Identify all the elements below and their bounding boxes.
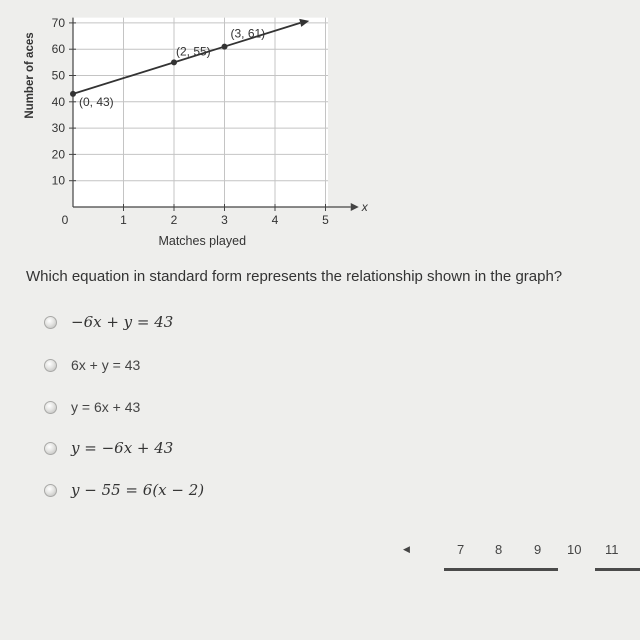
radio-button[interactable]	[44, 484, 57, 497]
y-tick-label: 70	[51, 15, 65, 30]
y-axis-title: Number of aces	[24, 32, 36, 119]
x-tick-label: 5	[322, 213, 329, 227]
data-point-label: (3, 61)	[230, 26, 266, 41]
y-tick-label: 30	[51, 121, 65, 136]
y-tick-label: 10	[51, 173, 65, 188]
page-7[interactable]: 7	[457, 542, 465, 557]
x-tick-label: 0	[61, 213, 69, 227]
left-arrow-icon[interactable]: ◀	[403, 544, 410, 554]
option-label: y = 6x + 43	[71, 399, 141, 415]
y-tick-label: 60	[51, 42, 65, 57]
data-point	[222, 44, 228, 50]
pagination	[395, 540, 640, 580]
option-4[interactable]	[44, 439, 173, 457]
chart-svg	[0, 0, 640, 262]
x-axis-symbol: x	[361, 200, 368, 214]
option-label: −6x + y = 43	[71, 313, 174, 331]
data-point-label: (2, 55)	[176, 44, 211, 59]
radio-button[interactable]	[44, 442, 57, 455]
x-tick-label: 4	[271, 213, 279, 227]
data-point	[171, 59, 177, 65]
data-point	[70, 91, 76, 97]
question-text: Which equation in standard form represents the relationship shown in the graph?	[26, 268, 563, 285]
page-group-underline	[444, 568, 558, 571]
radio-button[interactable]	[44, 401, 57, 414]
page-10[interactable]: 10	[567, 542, 582, 557]
option-2[interactable]	[44, 357, 140, 373]
option-label: 6x + y = 43	[71, 357, 141, 373]
page-group-underline	[595, 568, 640, 571]
x-tick-label: 2	[170, 213, 178, 227]
radio-button[interactable]	[44, 316, 57, 329]
option-5[interactable]	[44, 481, 204, 499]
y-tick-label: 20	[51, 147, 65, 162]
page-8[interactable]: 8	[495, 542, 503, 557]
radio-button[interactable]	[44, 359, 57, 372]
option-label: y = −6x + 43	[71, 439, 174, 457]
x-tick-label: 1	[120, 213, 127, 227]
x-axis-title: Matches played	[158, 234, 247, 248]
x-axis-arrow-icon	[351, 203, 359, 211]
y-tick-label: 40	[51, 94, 65, 109]
y-tick-label: 50	[51, 68, 65, 83]
chart	[0, 0, 640, 262]
option-1[interactable]	[44, 313, 173, 331]
option-3[interactable]	[44, 399, 140, 415]
data-point-label: (0, 43)	[79, 94, 114, 109]
page-11[interactable]: 11	[605, 542, 619, 557]
option-label: y − 55 = 6(x − 2)	[71, 481, 205, 499]
page-9[interactable]: 9	[534, 542, 542, 557]
x-tick-label: 3	[221, 213, 228, 227]
